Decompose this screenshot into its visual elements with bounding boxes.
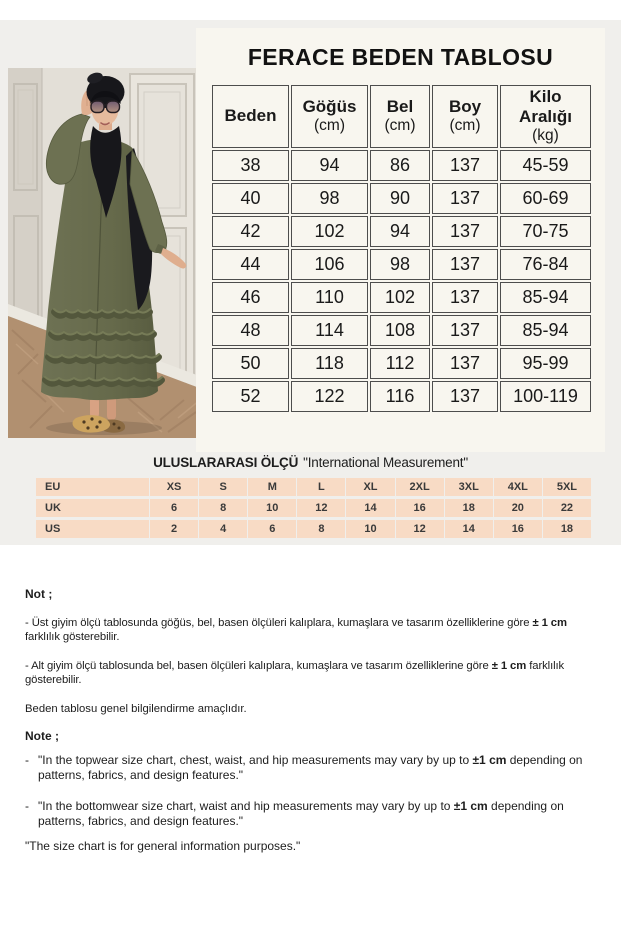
en-note-top: - "In the topwear size chart, chest, waist, and hip measurements may vary by up to ±1 cm depending on patterns, fabrics, and design features." (25, 753, 583, 782)
cell: XS (150, 478, 198, 496)
cell: XL (346, 478, 394, 496)
cell: 90 (370, 183, 430, 214)
cell: 137 (432, 348, 498, 379)
col-header-gogus: Göğüs (cm) (291, 85, 368, 148)
cell: 70-75 (500, 216, 591, 247)
cell: 137 (432, 216, 498, 247)
size-table (210, 83, 593, 414)
cell: 94 (291, 150, 368, 181)
cell: 8 (199, 499, 247, 517)
cell: 16 (396, 499, 444, 517)
cell: 6 (150, 499, 198, 517)
cell: 137 (432, 381, 498, 412)
col-header-kilo: Kilo Aralığı (kg) (500, 85, 591, 148)
cell: 108 (370, 315, 430, 346)
cell: 137 (432, 282, 498, 313)
cell: L (297, 478, 345, 496)
cell: 16 (494, 520, 542, 538)
cell: 98 (291, 183, 368, 214)
cell: 4 (199, 520, 247, 538)
cell: 3XL (445, 478, 493, 496)
tr-note-bottom: - Alt giyim ölçü tablosunda bel, basen ölçüleri kalıplara, kumaşlara ve tasarım özelliklerine göre ± 1 cm farklılık gösterebilir. (25, 660, 565, 686)
region-label: EU (36, 478, 149, 496)
col-header-bel: Bel (cm) (370, 85, 430, 148)
cell: 14 (346, 499, 394, 517)
cell: 112 (370, 348, 430, 379)
cell: 60-69 (500, 183, 591, 214)
cell: 12 (396, 520, 444, 538)
cell: 137 (432, 183, 498, 214)
size-row (212, 315, 591, 346)
cell: 8 (297, 520, 345, 538)
cell: 45-59 (500, 150, 591, 181)
cell: 102 (370, 282, 430, 313)
cell: S (199, 478, 247, 496)
cell: M (248, 478, 296, 496)
size-row (212, 381, 591, 412)
bullet-dash: - (25, 753, 29, 767)
cell: 94 (370, 216, 430, 247)
size-row (212, 216, 591, 247)
size-table-header-row (212, 85, 591, 148)
cell: 44 (212, 249, 289, 280)
cell: 106 (291, 249, 368, 280)
cell: 18 (543, 520, 591, 538)
cell: 18 (445, 499, 493, 517)
hero-section (0, 20, 621, 545)
en-notes-footer: "The size chart is for general information purposes." (25, 839, 301, 853)
cell: 20 (494, 499, 542, 517)
cell: 100-119 (500, 381, 591, 412)
cell: 98 (370, 249, 430, 280)
model-photo (8, 68, 210, 438)
size-row (212, 150, 591, 181)
tr-note-top: - Üst giyim ölçü tablosunda göğüs, bel, basen ölçüleri kalıplara, kumaşlara ve tasarım özelliklerine göre ± 1 cm farklılık gösterebilir. (25, 617, 567, 643)
region-label: US (36, 520, 149, 538)
tr-notes-heading: Not ; (25, 587, 53, 601)
cell: 4XL (494, 478, 542, 496)
cell: 50 (212, 348, 289, 379)
cell: 14 (445, 520, 493, 538)
cell: 137 (432, 249, 498, 280)
page-title: FERACE BEDEN TABLOSU (247, 44, 554, 70)
cell: 85-94 (500, 315, 591, 346)
col-header-beden: Beden (212, 85, 289, 148)
cell: 118 (291, 348, 368, 379)
cell: 6 (248, 520, 296, 538)
cell: 110 (291, 282, 368, 313)
size-table-panel (196, 28, 605, 452)
size-row (212, 249, 591, 280)
intl-row-uk (36, 499, 591, 517)
cell: 86 (370, 150, 430, 181)
cell: 42 (212, 216, 289, 247)
bullet-dash: - (25, 799, 29, 813)
cell: 10 (346, 520, 394, 538)
cell: 22 (543, 499, 591, 517)
cell: 10 (248, 499, 296, 517)
cell: 52 (212, 381, 289, 412)
cell: 2XL (396, 478, 444, 496)
cell: 48 (212, 315, 289, 346)
international-heading: ULUSLARARASI ÖLÇÜ "International Measurement" (153, 455, 468, 470)
intl-row-eu (36, 478, 591, 496)
intl-row-us (36, 520, 591, 538)
cell: 5XL (543, 478, 591, 496)
size-row (212, 348, 591, 379)
cell: 2 (150, 520, 198, 538)
size-row (212, 183, 591, 214)
size-row (212, 282, 591, 313)
international-table (35, 475, 592, 541)
cell: 46 (212, 282, 289, 313)
cell: 95-99 (500, 348, 591, 379)
notes-section (25, 587, 592, 854)
en-notes-heading: Note ; (25, 729, 59, 743)
cell: 76-84 (500, 249, 591, 280)
cell: 122 (291, 381, 368, 412)
en-note-bottom: - "In the bottomwear size chart, waist and hip measurements may vary by up to ±1 cm depending on patterns, fabrics, and design features." (25, 799, 564, 828)
tr-notes-footer: Beden tablosu genel bilgilendirme amaçlıdır. (25, 703, 247, 715)
cell: 12 (297, 499, 345, 517)
cell: 137 (432, 315, 498, 346)
cell: 85-94 (500, 282, 591, 313)
cell: 102 (291, 216, 368, 247)
cell: 116 (370, 381, 430, 412)
cell: 38 (212, 150, 289, 181)
cell: 114 (291, 315, 368, 346)
cell: 137 (432, 150, 498, 181)
region-label: UK (36, 499, 149, 517)
col-header-boy: Boy (cm) (432, 85, 498, 148)
cell: 40 (212, 183, 289, 214)
